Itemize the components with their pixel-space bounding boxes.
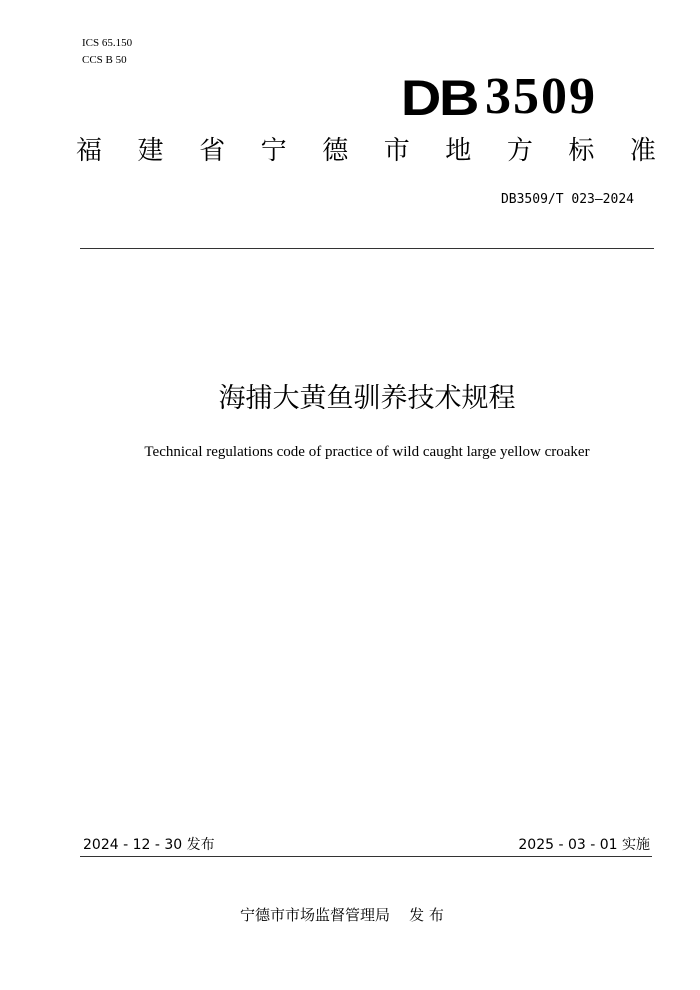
db-logo-number: 3509 [485,68,597,125]
ics-code: ICS 65.150 [82,37,133,49]
db-logo [400,67,597,126]
category-char: 标 [568,136,595,166]
effective-date: 2025 - 03 - 01 实施 [518,837,650,853]
category-char: 准 [629,136,656,166]
bottom-divider [80,856,652,857]
category-char: 宁 [260,136,287,166]
document-title-cn: 海捕大黄鱼驯养技术规程 [218,383,516,414]
db-logo-prefix: DB [400,70,477,126]
category-char: 建 [137,136,164,166]
standard-category [76,134,656,168]
document-title-en: Technical regulations code of practice of wild caught large yellow croaker [144,444,590,460]
top-divider [80,248,654,249]
category-char: 地 [445,136,472,166]
category-char: 福 [76,136,103,166]
ccs-code: CCS B 50 [82,54,127,66]
publish-date: 2024 - 12 - 30 发布 [83,837,215,853]
standard-code: DB3509/T 023—2024 [500,192,634,207]
category-char: 方 [506,136,533,166]
category-char: 市 [383,136,410,166]
category-char: 省 [199,136,226,166]
category-char: 德 [322,136,349,166]
issuer: 宁德市市场监督管理局 发 布 [240,906,444,924]
